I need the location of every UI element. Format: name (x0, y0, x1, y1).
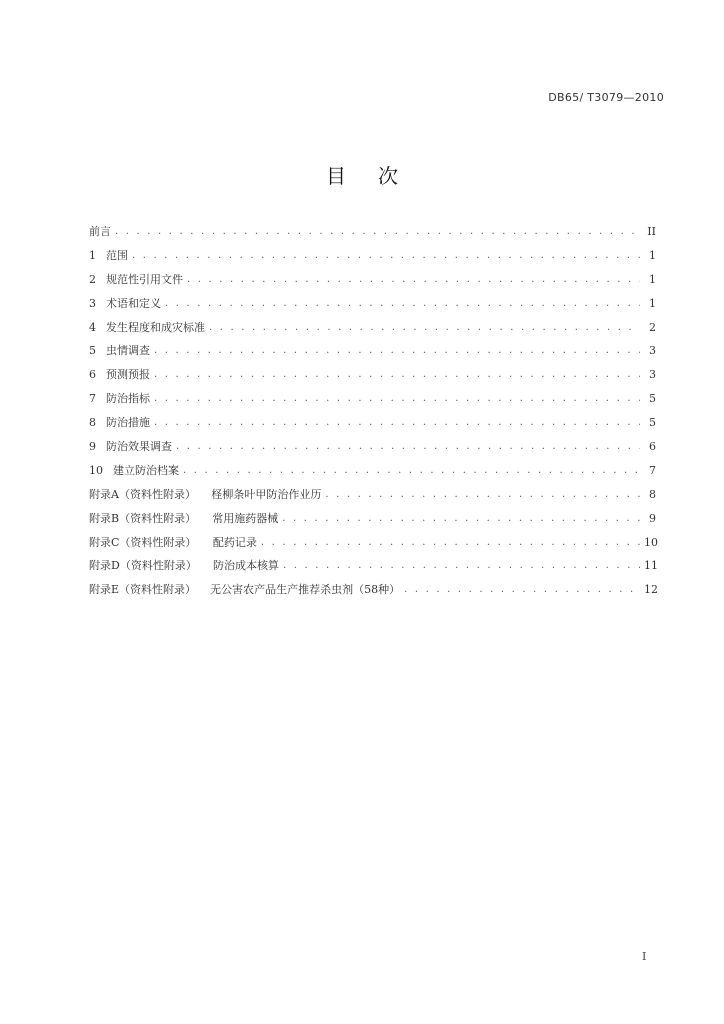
toc-entry-4[interactable] (89, 316, 656, 340)
toc-entry-label: 防治措施 (106, 416, 150, 430)
toc-entry-7[interactable] (89, 387, 656, 411)
toc-page-number: 1 (649, 272, 656, 286)
toc-leader-dots (404, 583, 640, 597)
toc-leader-dots (261, 536, 640, 550)
toc-appendix-tag: 附录B（资料性附录） (89, 511, 197, 525)
toc-entry-1[interactable] (89, 244, 656, 268)
toc-entry-appendix-e[interactable] (89, 578, 656, 602)
toc-page-number: 5 (649, 416, 656, 430)
toc-leader-dots (154, 368, 640, 382)
toc-appendix-tag: 附录D（资料性附录） (89, 559, 197, 573)
toc-page-number: 10 (644, 535, 658, 549)
toc-appendix-tag: 附录E（资料性附录） (89, 583, 197, 597)
toc-entry-appendix-b[interactable] (89, 507, 656, 531)
toc-entry-3[interactable] (89, 292, 656, 316)
toc-page-number: 3 (649, 344, 656, 358)
toc-leader-dots (132, 249, 640, 263)
toc-page-number: 7 (649, 463, 656, 477)
toc-entry-2[interactable] (89, 268, 656, 292)
toc-entry-label: 建立防治档案 (113, 463, 179, 477)
toc-leader-dots (283, 559, 640, 573)
toc-entry-6[interactable] (89, 363, 656, 387)
toc-entry-label: 发生程度和成灾标准 (106, 320, 205, 334)
toc-page-number: II (647, 224, 656, 238)
toc-page-number: 5 (649, 392, 656, 406)
toc-entry-10[interactable] (89, 459, 656, 483)
toc-entry-8[interactable] (89, 411, 656, 435)
toc-entry-label: 预测预报 (106, 368, 150, 382)
toc-entry-number: 2 (89, 272, 96, 286)
toc-entry-number: 6 (89, 368, 96, 382)
toc-entry-number: 9 (89, 439, 96, 453)
toc-entry-number: 7 (89, 392, 96, 406)
toc-page-number: 9 (649, 511, 656, 525)
toc-entry-appendix-d[interactable] (89, 554, 656, 578)
toc-entry-label: 无公害农产品生产推荐杀虫剂（58种） (210, 583, 401, 597)
toc-appendix-tag: 附录A（资料性附录） (89, 487, 196, 501)
page-title: 目次 (326, 164, 430, 188)
toc-leader-dots (209, 321, 640, 335)
toc-leader-dots (176, 440, 640, 454)
toc-entry-foreword[interactable] (89, 220, 656, 244)
toc-entry-number: 1 (89, 248, 96, 262)
toc-entry-appendix-a[interactable] (89, 483, 656, 507)
toc-entry-label: 规范性引用文件 (106, 272, 183, 286)
toc-entry-appendix-c[interactable] (89, 531, 656, 555)
toc-leader-dots (325, 488, 640, 502)
toc-entry-label: 前言 (89, 224, 111, 238)
toc-page-number: 8 (649, 487, 656, 501)
toc-entry-5[interactable] (89, 339, 656, 363)
toc-entry-9[interactable] (89, 435, 656, 459)
toc-page-number: 11 (644, 559, 658, 573)
toc-leader-dots (154, 392, 640, 406)
toc-entry-label: 范围 (106, 248, 128, 262)
page-number: I (642, 950, 647, 963)
toc-entry-label: 防治成本核算 (212, 559, 279, 573)
toc-page-number: 6 (649, 439, 656, 453)
toc-leader-dots (282, 512, 640, 526)
toc-entry-number: 8 (89, 416, 96, 430)
toc-page-number: 1 (649, 296, 656, 310)
toc-entry-label: 虫情调查 (106, 344, 150, 358)
toc-leader-dots (183, 464, 640, 478)
toc-entry-label: 柽柳条叶甲防治作业历 (211, 487, 322, 501)
toc-entry-number: 4 (89, 320, 96, 334)
table-of-contents (89, 220, 656, 602)
toc-page-number: 2 (649, 320, 656, 334)
standard-code: DB65/ T3079—2010 (548, 91, 664, 104)
toc-entry-label: 术语和定义 (106, 296, 161, 310)
toc-entry-label: 配药记录 (212, 535, 257, 549)
toc-entry-number: 3 (89, 296, 96, 310)
toc-leader-dots (154, 416, 640, 430)
toc-entry-label: 防治效果调查 (106, 439, 172, 453)
toc-page-number: 1 (649, 248, 656, 262)
toc-appendix-tag: 附录C（资料性附录） (89, 535, 197, 549)
toc-leader-dots (115, 225, 640, 239)
toc-entry-label: 防治指标 (106, 392, 150, 406)
toc-leader-dots (165, 297, 640, 311)
toc-page-number: 12 (644, 583, 658, 597)
toc-entry-label: 常用施药器械 (212, 511, 279, 525)
toc-page-number: 3 (649, 368, 656, 382)
toc-leader-dots (154, 344, 640, 358)
toc-entry-number: 5 (89, 344, 96, 358)
toc-leader-dots (187, 273, 640, 287)
toc-entry-number: 10 (89, 463, 103, 477)
